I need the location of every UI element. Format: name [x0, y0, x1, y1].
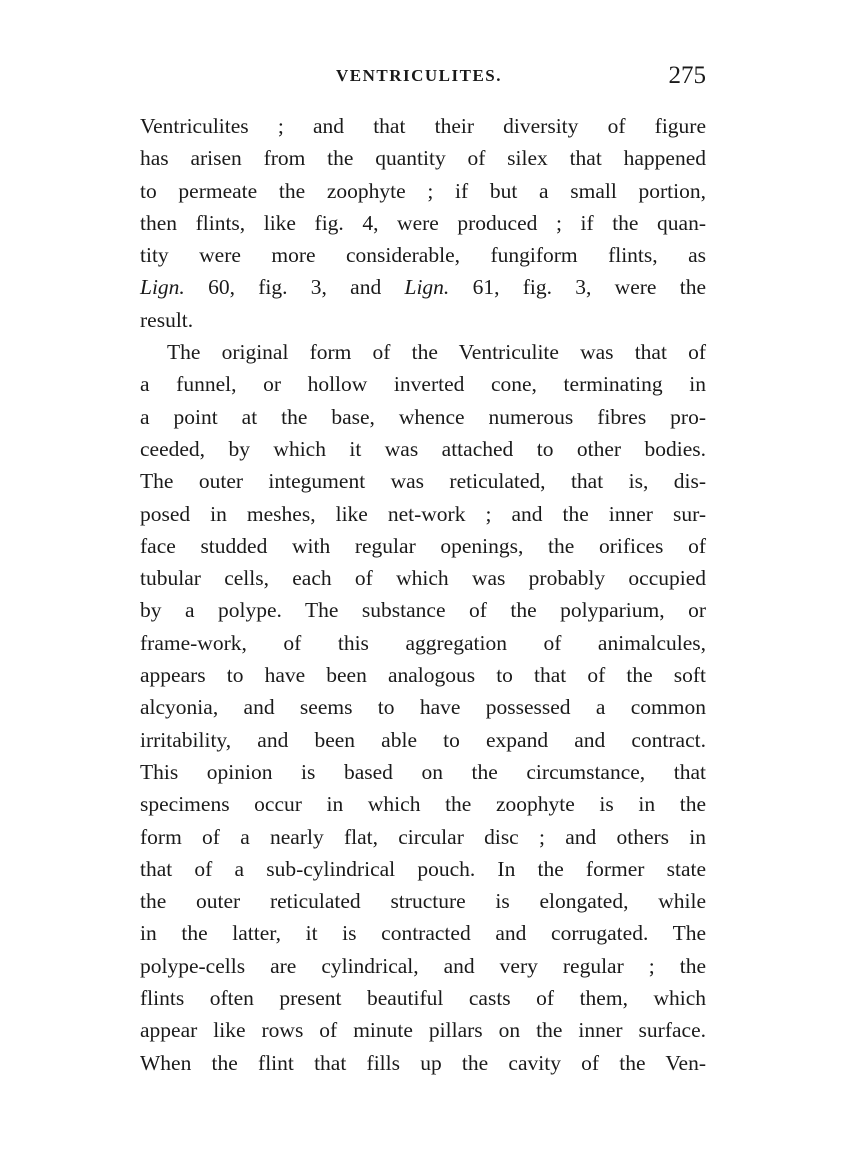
italic-term: Lign. — [140, 275, 185, 300]
text-line: posed in meshes, like net-work ; and the inner sur- — [140, 501, 706, 526]
text-line: This opinion is based on the circumstance, that — [140, 759, 706, 784]
paragraph-2 — [140, 336, 706, 1079]
text-line: in the latter, it is contracted and corrugated. The — [140, 921, 706, 946]
text-line: then flints, like fig. 4, were produced ; if the quan- — [140, 210, 706, 235]
text-line: ceeded, by which it was attached to other bodies. — [140, 436, 706, 461]
text-line: that of a sub-cylindrical pouch. In the former state — [140, 856, 706, 881]
text-line: form of a nearly flat, circular disc ; and others in — [140, 824, 706, 849]
text-line: by a polype. The substance of the polyparium, or — [140, 598, 706, 623]
body-text — [140, 110, 706, 1079]
text-line: polype-cells are cylindrical, and very regular ; the — [140, 953, 706, 978]
text-line: appears to have been analogous to that of the soft — [140, 663, 706, 688]
italic-term: Lign. — [404, 275, 450, 300]
text-line: The outer integument was reticulated, that is, dis- — [140, 469, 706, 494]
text-line: appear like rows of minute pillars on the inner surface. — [140, 1018, 706, 1043]
text-line: frame-work, of this aggregation of animalcules, — [140, 630, 706, 655]
text-line: the outer reticulated structure is elongated, while — [140, 889, 706, 914]
text-line: The original form of the Ventriculite was that of — [167, 340, 706, 365]
running-head-title: VENTRICULITES. — [336, 66, 503, 85]
text-line: face studded with regular openings, the orifices of — [140, 533, 706, 558]
page-number: 275 — [668, 62, 706, 89]
text-line: result. — [140, 307, 194, 332]
text-line: a point at the base, whence numerous fibres pro- — [140, 404, 706, 429]
text-line: irritability, and been able to expand and contract. — [140, 727, 706, 752]
text-line: tity were more considerable, fungiform flints, as — [140, 243, 706, 268]
text-line: flints often present beautiful casts of them, which — [140, 986, 706, 1011]
text-line: When the flint that fills up the cavity of the Ven- — [140, 1050, 706, 1075]
text-line: Lign. 60, fig. 3, and Lign. 61, fig. 3, were the — [140, 275, 706, 300]
text-line: Ventriculites ; and that their diversity of figure — [140, 114, 706, 138]
text-line: tubular cells, each of which was probably occupied — [140, 566, 706, 591]
text-line: specimens occur in which the zoophyte is in the — [140, 792, 706, 817]
text-line: a funnel, or hollow inverted cone, terminating in — [140, 372, 706, 397]
running-head — [140, 62, 706, 92]
text-line: to permeate the zoophyte ; if but a small portion, — [140, 178, 706, 203]
paragraph-1 — [140, 110, 706, 336]
text-line: alcyonia, and seems to have possessed a common — [140, 695, 706, 720]
text-line: has arisen from the quantity of silex that happened — [140, 146, 706, 171]
